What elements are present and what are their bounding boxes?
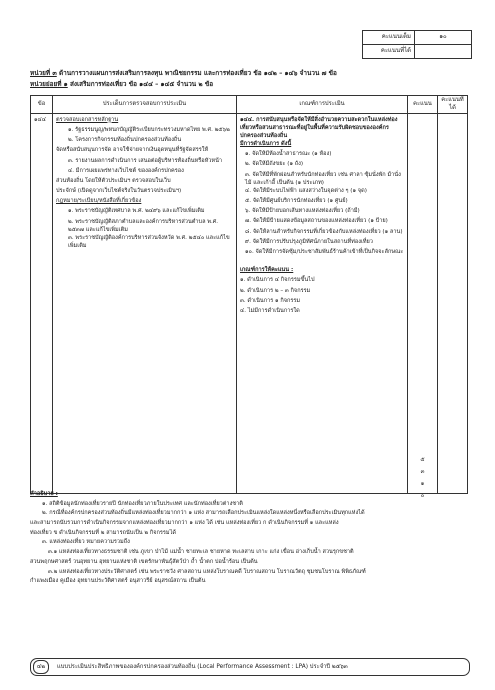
header-got-score: คะแนนที่ได้ <box>438 96 468 114</box>
issue-cell <box>53 113 237 493</box>
got-score-label: คะแนนที่ได้ <box>363 45 415 59</box>
full-score-value: ๑๐ <box>415 31 472 45</box>
issue-line: ๓. รายงานผลการดำเนินการ เสนอต่อผู้บริหารท้องถิ่นหรือหัวหน้า <box>68 157 223 164</box>
unit-label: หน่วยที่ ๓ <box>30 69 57 77</box>
issue-line: ๒. โครงการกิจกรรมท้องถิ่นปกครองส่วนท้องถิ่น <box>68 137 182 144</box>
criteria-item: ๖. จัดให้มีป้ายบอกเส้นทางแหล่งท่องเที่ยว (ถ้ามี) <box>245 208 360 215</box>
issue-line: ๓. พระราชบัญญัติองค์การบริหารส่วนจังหวัด พ.ศ. ๒๕๔๐ และแก้ไขเพิ่มเติม <box>68 234 230 249</box>
issue-line: ๒. พระราชบัญญัติสภาตำบลและองค์การบริหารส่วนตำบล พ.ศ. ๒๕๓๗ และแก้ไขเพิ่มเติม <box>68 218 219 233</box>
score-value: ๓ <box>420 468 425 475</box>
criteria-intro: ๑๔๔. การสนับสนุนหรือจัดให้มีสิ่งอำนวยความสะดวกในแหล่งท่องเที่ยวหรือสวนสาธารณะที่อยู่ในพื้นที่ความรับผิดชอบขององค์กรปกครองส่วนท้องถิ่น <box>240 116 398 139</box>
note-line: ๑. สถิติข้อมูลนักท่องเที่ยวรายปี นักท่องเที่ยวภายในประเทศ และนักท่องเที่ยวต่างชาติ <box>42 500 243 507</box>
score-box <box>362 30 472 59</box>
sub-unit-heading <box>30 80 213 89</box>
notes-title: คำอธิบาย : <box>30 491 58 497</box>
issue-line: ๑. พระราชบัญญัติเทศบาล พ.ศ. ๒๔๙๖ และแก้ไขเพิ่มเติม <box>68 208 205 215</box>
criteria-cell <box>237 113 408 493</box>
full-score-cell <box>408 113 438 499</box>
note-line: ๓. แหล่งท่องเที่ยว หมายความรวมถึง <box>42 539 130 546</box>
header-no: ข้อ <box>31 96 53 114</box>
assessment-table <box>30 95 468 499</box>
scoring-item: ๔. ไม่มีการดำเนินการใด <box>240 307 300 314</box>
page-number: ๔๒ <box>33 660 49 674</box>
criteria-item: ๘. จัดให้ลานสำหรับกิจกรรมที่เกี่ยวข้องกับแหล่งท่องเที่ยว (๑ ลาน) <box>245 228 403 235</box>
table-header-row <box>31 96 468 114</box>
score-value: ๐ <box>420 492 425 499</box>
issue-line: จัดหรือสนับสนุนการจัด อาจใช้จ่ายจากเงินอุดหนุนที่รัฐจัดสรรให้ <box>56 147 209 154</box>
criteria-item: ๑๐. จัดให้มีการจัดซุ้ม/ประชาสัมพันธ์ร้านค้าเข้าที่เป็นกิจจะลักษณะ <box>245 249 404 256</box>
sub-unit-label: หน่วยย่อยที่ ๑ <box>30 80 68 88</box>
note-line: ท่องเที่ยว ข ดำเนินกิจกรรมที่ ๒ สามารถนับเป็น ๒ กิจกรรมได้ <box>30 529 177 536</box>
got-score-value <box>415 45 472 59</box>
criteria-item: ๗. จัดให้มีป้ายแสดงข้อมูลสถานของแหล่งท่องเที่ยว (๑ ป้าย) <box>245 218 388 225</box>
issue-line: ๑. รัฐธรรมนูญ/พหนกบัญญัติระเบียบกระทรวงมหาดไทย พ.ศ. ๒๕๖๒ <box>68 126 230 133</box>
issue-line: ๔. มีการเผยแพร่ทางเว็บไซต์ ขององค์กรปกครอง <box>68 167 184 174</box>
scoring-item: ๓. ดำเนินการ ๑ กิจกรรม <box>240 297 301 304</box>
note-line: และสามารถนับรวมการดำเนินกิจกรรมจากแหล่งท่องเที่ยวมากกว่า ๑ แห่ง ได้ เช่น แหล่งท่องเที่ยว ก ดำเนินกิจกรรมที่ ๑ และแหล่ง <box>30 520 339 527</box>
score-value: ๑ <box>420 480 425 487</box>
scoring-label: เกณฑ์การให้คะแนน : <box>240 267 294 274</box>
full-score-label: คะแนนเต็ม <box>363 31 415 45</box>
explanation-notes <box>30 490 470 587</box>
unit-heading <box>30 69 337 78</box>
issue-line: กฎหมาย/ระเบียบ/หนังสือที่เกี่ยวข้อง <box>56 198 142 205</box>
header-criteria: เกณฑ์การประเมิน <box>237 96 408 114</box>
row-number: ๑๔๔ <box>31 113 53 493</box>
criteria-item: ๒. จัดให้มีถังขยะ (๑ ถัง) <box>245 161 304 168</box>
issue-line: ส่วนท้องถิ่น โดยให้ตัวประเมินฯ ตรวจสอบในเว็บ <box>56 177 171 184</box>
note-line: ๒. กรณีที่องค์กรปกครองส่วนท้องถิ่นมีแหล่งท่องเที่ยวมากกว่า ๑ แห่ง สามารถเลือกประเมินแหล่งใดแหล่งหนึ่งหรือเลือกประเมินทุกแห่งได้ <box>42 510 365 517</box>
criteria-section-label: มีการดำเนินการ ดังนี้ <box>240 141 292 148</box>
scoring-item: ๒. ดำเนินการ ๒ – ๓ กิจกรรม <box>240 287 311 294</box>
note-line: ๓.๑ แหล่งท่องเที่ยวทางธรรมชาติ เช่น ภูเขา ป่าไม้ แม่น้ำ ชายทะเล ชายหาด ทะเลสาบ เกาะ แก่ง เขื่อน อ่างเก็บน้ำ สวนรุกขชาติ <box>48 549 354 556</box>
criteria-item: ๙. จัดให้มีการปรับปรุงภูมิทัศน์ภายในสถานที่ท่องเที่ยว <box>245 238 373 245</box>
issue-line: ตรวจสอบเอกสารหลักฐาน <box>56 116 119 123</box>
table-row <box>31 113 468 493</box>
sub-unit-text: ส่งเสริมการท่องเที่ยว ข้อ ๑๔๔ – ๑๔๕ จำนวน ๒ ข้อ <box>67 80 214 88</box>
spacer <box>240 258 404 266</box>
page-footer <box>30 658 470 676</box>
note-line: สวนพฤกษศาสตร์ วนอุทยาน อุทยานแห่งชาติ เขตรักษาพันธุ์สัตว์ป่า ถ้ำ น้ำตก บ่อน้ำร้อน เป็นต้น <box>30 558 258 565</box>
header-issue: ประเด็นการตรวจสอบการประเมิน <box>53 96 237 114</box>
footer-text: แบบประเมินประสิทธิภาพขององค์กรปกครองส่วนท้องถิ่น (Local Performance Assessment : LPA) ประจำปี ๒๕๖๓ <box>57 663 348 670</box>
scoring-item: ๑. ดำเนินการ ๔ กิจกรรมขึ้นไป <box>240 277 315 284</box>
note-line: ๓.๒ แหล่งท่องเที่ยวทางประวัติศาสตร์ เช่น พระราชวัง ศาลสถาน แหล่งโบราณคดี โบราณสถาน โบราณวัตถุ ชุมชนโบราณ พิพิธภัณฑ์ <box>48 568 366 575</box>
criteria-item: ๑. จัดให้มีห้องน้ำสาธารณะ (๑ ห้อง) <box>245 151 332 158</box>
note-line: กำแพงเมือง คูเมือง อุทยานประวัติศาสตร์ อนุสาวรีย์ อนุสรณ์สถาน เป็นต้น <box>30 578 206 585</box>
criteria-item: ๓. จัดให้มีที่พักผ่อนสำหรับนักท่องเที่ยว เช่น ศาลา ซุ้มนั่งพัก ม้านั่งไม้ และเก้าอี้ เป็นต้น (๑ ประเภท) <box>245 171 401 186</box>
criteria-item: ๕. จัดให้มีศูนย์บริการนักท่องเที่ยว (๑ ศูนย์) <box>245 198 348 205</box>
header-full-score: คะแนน <box>408 96 438 114</box>
got-score-cell <box>438 113 468 493</box>
issue-line: ประจักษ์ (เปิดดูจากเว็บไซต์จริงในวันตรวจประเมินฯ) <box>56 188 182 195</box>
criteria-item: ๔. จัดให้มีระบบไฟฟ้า แสงสว่างในจุดต่าง ๆ (๑ จุด) <box>245 187 367 194</box>
score-value: ๕ <box>420 456 425 463</box>
unit-text: ด้านการวางแผนการส่งเสริมการลงทุน พาณิชยกรรม และการท่องเที่ยว ข้อ ๑๔๒ – ๑๔๖ จำนวน ๗ ข้อ <box>56 69 337 77</box>
